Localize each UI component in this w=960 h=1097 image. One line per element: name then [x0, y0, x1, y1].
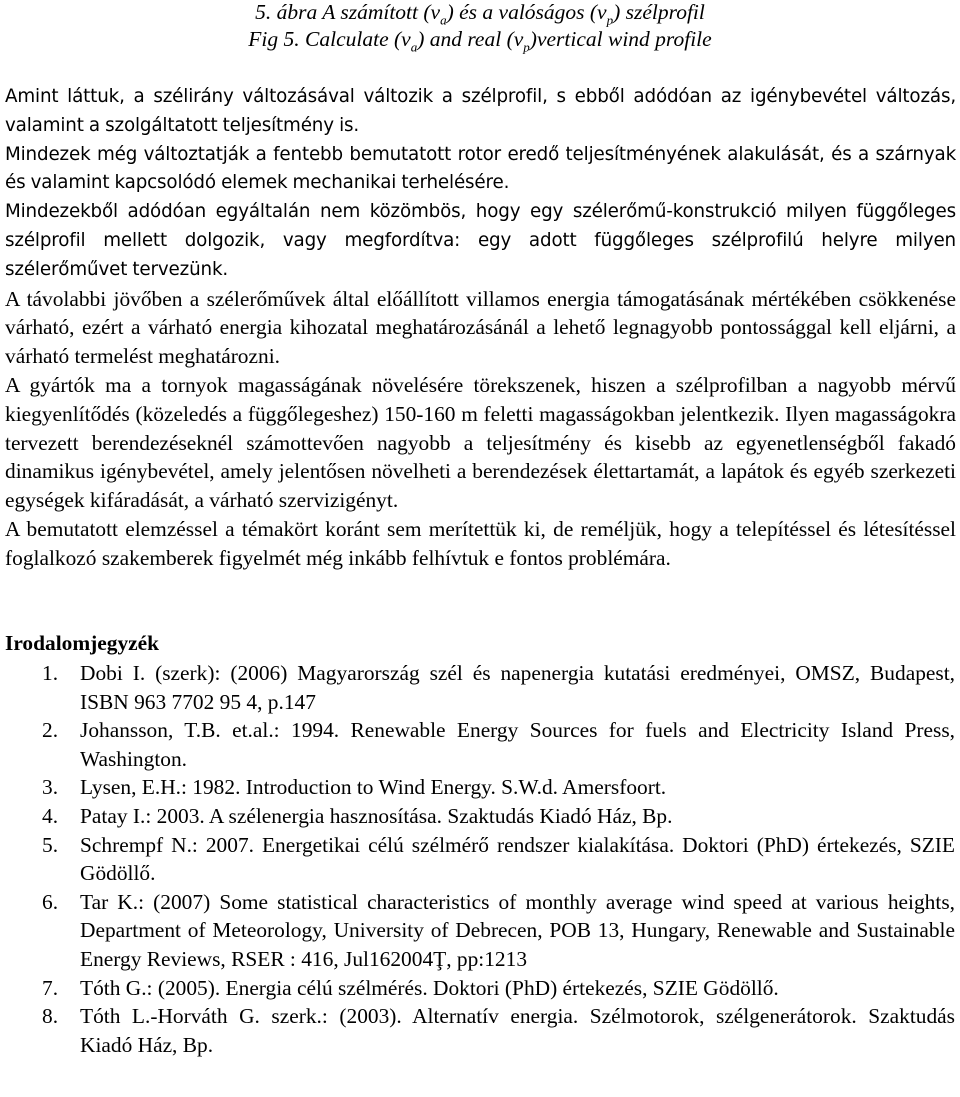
body-text [5, 83, 956, 573]
caption-hu-middle: ) és a valóságos (v [446, 0, 607, 24]
caption-en-prefix: Fig 5. Calculate (v [248, 27, 411, 51]
caption-en-middle: ) and real (v [417, 27, 524, 51]
reference-number: 1. [42, 661, 59, 685]
paragraph-3: Mindezekből adódóan egyáltalán nem közömbös, hogy egy szélerőmű-konstrukció milyen függőleges szélprofil mellett dolgozik, vagy megfordítva: egy adott függőleges szélprofilú helyre milyen szélerőművet tervezünk. [5, 201, 956, 280]
caption-hu-sub-a: a [440, 12, 447, 28]
reference-item [5, 802, 955, 831]
reference-item [5, 888, 955, 974]
reference-number: 3. [42, 775, 59, 800]
reference-text: Lysen, E.H.: 1982. Introduction to Wind Energy. S.W.d. Amersfoort. [80, 775, 667, 800]
reference-number: 2. [42, 718, 59, 743]
references-heading: Irodalomjegyzék [5, 631, 160, 655]
reference-text: Tar K.: (2007) Some statistical characteristics of monthly average wind speed at various heights, Department of Meteorology, University of Debrecen, POB 13, Hungary, Renewable and Sustainable Energy Reviews, RSER : 416, Jul162004Ţ, pp:1213 [80, 889, 955, 971]
reference-text: Schrempf N.: 2007. Energetikai célú szélmérő rendszer kialakítása. Doktori (PhD) értekezés, SZIE Gödöllő. [80, 832, 955, 886]
figure-caption-english [0, 27, 960, 55]
reference-number: 7. [42, 975, 59, 1000]
caption-hu-prefix: 5. ábra A számított (v [255, 0, 441, 24]
paragraph-6: A bemutatott elemzéssel a témakört koránt sem merítettük ki, de reméljük, hogy a telepítéssel és létesítéssel foglalkozó szakemberek figyelmét még inkább felhívtuk e fontos problémára. [5, 516, 956, 570]
reference-item [5, 773, 955, 802]
reference-text: Dobi I. (szerk): (2006) Magyarország szél és napenergia kutatási eredményei, OMSZ, Budapest, ISBN 963 7702 95 4, p.147 [80, 661, 955, 714]
reference-number: 8. [42, 1004, 59, 1029]
figure-caption-hungarian [0, 0, 960, 28]
reference-text: Tóth L.-Horváth G. szerk.: (2003). Alternatív energia. Szélmotorok, szélgenerátorok. Szaktudás Kiadó Ház, Bp. [80, 1004, 955, 1057]
reference-number: 6. [42, 889, 59, 914]
paragraph-2: Mindezek még változtatják a fentebb bemutatott rotor eredő teljesítményének alakulását, és a szárnyak és valamint kapcsolódó elemek mechanikai terhelésére. [5, 143, 956, 194]
reference-item [5, 831, 955, 888]
reference-text: Johansson, T.B. et.al.: 1994. Renewable Energy Sources for fuels and Electricity Island Press, Washington. [80, 718, 955, 771]
caption-hu-suffix: ) szélprofil [613, 0, 705, 24]
caption-en-sub-p: p [523, 39, 530, 55]
reference-number: 4. [42, 803, 59, 828]
paragraph-5: A gyártók ma a tornyok magasságának növelésére törekszenek, hiszen a szélprofilban a nagyobb mérvű kiegyenlítődés (közeledés a függőlegeshez) 150-160 m feletti magasságokban jelentkezik. Ilyen magasságokra tervezett berendezéseknél számottevően nagyobb a teljesítmény és kisebb az egyenetlenségből fakadó dinamikus igénybevétel, amely jelentősen növelheti a berendezések élettartamát, a lapátok és egyéb szerkezeti egységek kifáradását, a várható szervizigényt. [5, 372, 956, 513]
reference-item [5, 716, 955, 773]
reference-item [5, 1002, 955, 1059]
paragraph-1: Amint láttuk, a szélirány változásával változik a szélprofil, s ebből adódóan az igénybevétel változás, valamint a szolgáltatott teljesítmény is. [5, 86, 956, 136]
reference-text: Patay I.: 2003. A szélenergia hasznosítása. Szaktudás Kiadó Ház, Bp. [80, 803, 673, 828]
caption-en-sub-a: a [410, 39, 418, 55]
reference-item [5, 659, 955, 716]
paragraph-4: A távolabbi jövőben a szélerőművek által előállított villamos energia támogatásának mértékében csökkenése várható, ezért a várható energia kihozatal meghatározásánál a lehető legnagyobb pontossággal kell eljárni, a várható termelést meghatározni. [5, 286, 956, 369]
reference-text: Tóth G.: (2005). Energia célú szélmérés. Doktori (PhD) értekezés, SZIE Gödöllő. [80, 975, 779, 1000]
reference-number: 5. [42, 832, 59, 857]
reference-item [5, 974, 955, 1003]
references-list [5, 659, 955, 1059]
caption-hu-sub-p: p [606, 12, 614, 28]
caption-en-suffix: )vertical wind profile [529, 27, 712, 51]
